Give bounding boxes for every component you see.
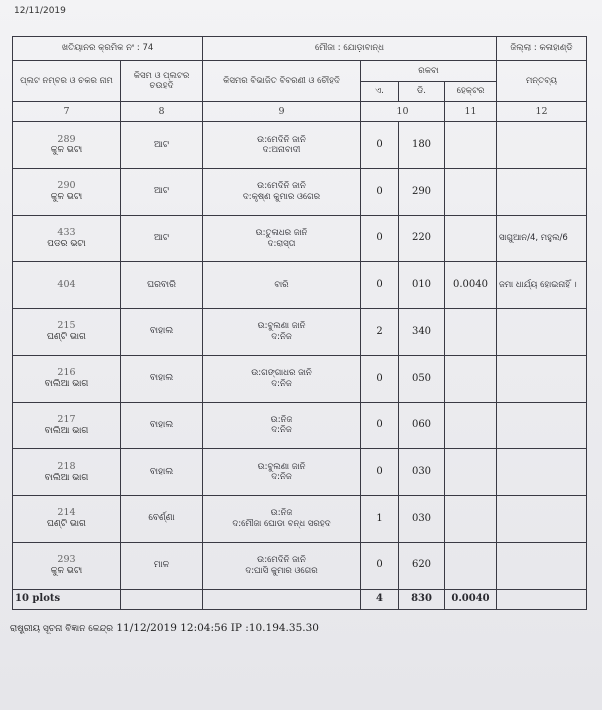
table-row bbox=[13, 449, 587, 496]
remarks-cell bbox=[497, 449, 587, 496]
header-top-row bbox=[13, 37, 587, 61]
col-number: 9 bbox=[203, 102, 361, 122]
plot-number: 214 bbox=[57, 507, 76, 519]
owner-cell bbox=[203, 449, 361, 496]
owner-cell bbox=[203, 122, 361, 169]
table-row bbox=[13, 355, 587, 402]
col-decimal-header: ଡି. bbox=[399, 81, 445, 101]
hectare-cell bbox=[445, 449, 497, 496]
kisam-cell: ବେର୍ଣ୍ଣା bbox=[121, 496, 203, 543]
table-row bbox=[13, 169, 587, 216]
chak-name: କୁଳ ଭଟା bbox=[50, 145, 83, 156]
decimal-cell: 620 bbox=[399, 542, 445, 589]
table-row bbox=[13, 215, 587, 262]
decimal-cell: 010 bbox=[399, 262, 445, 309]
acre-cell: 1 bbox=[361, 496, 399, 543]
plot-cell bbox=[13, 122, 121, 169]
hectare-cell bbox=[445, 215, 497, 262]
kisam-cell: ଆଟ bbox=[121, 215, 203, 262]
table-row bbox=[13, 542, 587, 589]
col-kisam-header: କିସମ ଓ ପ୍ଲଟର ଚଉହଦି bbox=[121, 61, 203, 102]
col-number: 8 bbox=[121, 102, 203, 122]
kisam-cell: ବାହାଲ bbox=[121, 402, 203, 449]
hectare-cell bbox=[445, 355, 497, 402]
owner-cell bbox=[203, 402, 361, 449]
print-date: 12/11/2019 bbox=[14, 6, 66, 16]
plot-number: 290 bbox=[57, 180, 76, 192]
table-row bbox=[13, 122, 587, 169]
chak-name: ପଡର ଭଟା bbox=[47, 238, 86, 249]
page-footer bbox=[10, 622, 319, 634]
column-number-row bbox=[13, 102, 587, 122]
plot-number: 433 bbox=[57, 227, 76, 239]
decimal-cell: 030 bbox=[399, 449, 445, 496]
boundary-north: ଉ:ମେଦିନି ଜାନି bbox=[257, 555, 306, 566]
chak-name: ବାଲିଆ ଭାଗ bbox=[44, 425, 89, 436]
remarks-cell bbox=[497, 402, 587, 449]
boundary-south: ଦ:ଘାସି କୁମାର ଓଗେର bbox=[245, 565, 318, 576]
boundary-north: ଉ:ନିଜ bbox=[270, 508, 293, 519]
hectare-cell bbox=[445, 309, 497, 356]
table-row bbox=[13, 309, 587, 356]
owner-cell bbox=[203, 215, 361, 262]
col-hectare-header: ହେକ୍ଟର bbox=[445, 81, 497, 101]
remarks-cell: ଜମା ଧାର୍ଯ୍ୟ ହୋଇନାହିଁ । bbox=[497, 262, 587, 309]
total-empty bbox=[121, 589, 203, 610]
chak-name: କୁଳ ଭଟା bbox=[50, 192, 83, 203]
hectare-cell: 0.0040 bbox=[445, 262, 497, 309]
district-name: ଜିଲ୍ଲା : କଳାହାଣ୍ଡି bbox=[497, 37, 587, 61]
decimal-cell: 220 bbox=[399, 215, 445, 262]
mouza-name: ମୌଜା : ଯୋଡ଼ାବାନ୍ଧ bbox=[203, 37, 497, 61]
total-label: 10 plots bbox=[13, 589, 121, 610]
acre-cell: 0 bbox=[361, 449, 399, 496]
footer-ip: IP :10.194.35.30 bbox=[230, 622, 319, 634]
boundary-south: ଦ:ନିଜ bbox=[271, 425, 292, 436]
boundary-north: ଉ:ବୁଲଣା ଜାନି bbox=[257, 321, 306, 332]
col-owner-header: କିସମର ବିଭାଜିତ ବିବରଣୀ ଓ ଚୌହଦି bbox=[203, 61, 361, 102]
owner-cell bbox=[203, 169, 361, 216]
kisam-cell: ବାହାଲ bbox=[121, 309, 203, 356]
boundary-north: ଉ:ତୁଳାଧର ଜାନି bbox=[255, 227, 308, 238]
boundary-south: ଦ:ଅନାବାଦୀ bbox=[262, 145, 301, 156]
hectare-cell bbox=[445, 122, 497, 169]
land-record-table bbox=[12, 36, 587, 610]
header-column-row bbox=[13, 61, 587, 81]
decimal-cell: 030 bbox=[399, 496, 445, 543]
kisam-cell: ଆଟ bbox=[121, 169, 203, 216]
decimal-cell: 050 bbox=[399, 355, 445, 402]
remarks-cell bbox=[497, 169, 587, 216]
col-acre-header: ଏ. bbox=[361, 81, 399, 101]
acre-cell: 0 bbox=[361, 402, 399, 449]
kisam-cell: ଘରବାରି bbox=[121, 262, 203, 309]
hectare-cell bbox=[445, 169, 497, 216]
col-remarks-header: ମନ୍ତବ୍ୟ bbox=[497, 61, 587, 102]
footer-timestamp: 11/12/2019 12:04:56 bbox=[116, 622, 228, 634]
acre-cell: 0 bbox=[361, 122, 399, 169]
total-empty bbox=[203, 589, 361, 610]
decimal-cell: 060 bbox=[399, 402, 445, 449]
chak-name: ବାଲିଆ ଭାଗ bbox=[44, 472, 89, 483]
khatiyan-number: ଖତିୟାନର କ୍ରମିକ ନଂ : 74 bbox=[13, 37, 203, 61]
plot-cell bbox=[13, 496, 121, 543]
col-number: 12 bbox=[497, 102, 587, 122]
kisam-cell: ବାହାଲ bbox=[121, 355, 203, 402]
chak-name: ବାଲିଆ ଭାଗ bbox=[44, 379, 89, 390]
boundary-south: ଦ:ମୌଜା ଘୋଡା ବନ୍ଧ ସରହଦ bbox=[232, 518, 331, 529]
col-number: 11 bbox=[445, 102, 497, 122]
acre-cell: 0 bbox=[361, 542, 399, 589]
chak-name: କୁଳ ଭଟା bbox=[50, 565, 83, 576]
boundary-north: ଉ:ବୁଲଣା ଜାନି bbox=[257, 461, 306, 472]
total-hectare: 0.0040 bbox=[445, 589, 497, 610]
boundary-south: ଦ:ନିଜ bbox=[271, 332, 292, 343]
footer-org: ରାଷ୍ଟ୍ରୀୟ ସୂଚନା ବିଜ୍ଞାନ କେନ୍ଦ୍ର bbox=[10, 624, 114, 634]
table-row bbox=[13, 402, 587, 449]
plot-number: 293 bbox=[57, 554, 76, 566]
owner-cell bbox=[203, 542, 361, 589]
plot-cell bbox=[13, 169, 121, 216]
boundary-south: ଦ:କୃଷ୍ଣ କୁମାର ଓଗେର bbox=[242, 191, 321, 202]
total-empty bbox=[497, 589, 587, 610]
owner-cell bbox=[203, 262, 361, 309]
boundary-south: ଦ:ନିଜ bbox=[271, 472, 292, 483]
acre-cell: 0 bbox=[361, 215, 399, 262]
kisam-cell: ମାଳ bbox=[121, 542, 203, 589]
plot-number: 216 bbox=[57, 367, 76, 379]
decimal-cell: 340 bbox=[399, 309, 445, 356]
hectare-cell bbox=[445, 542, 497, 589]
kisam-cell: ବାହାଲ bbox=[121, 449, 203, 496]
kisam-cell: ଆଟ bbox=[121, 122, 203, 169]
plot-cell bbox=[13, 542, 121, 589]
plot-cell bbox=[13, 355, 121, 402]
remarks-cell: ସାଗୁଆନ/4, ମହୁଲ/6 bbox=[497, 215, 587, 262]
owner-cell bbox=[203, 496, 361, 543]
col-number: 10 bbox=[361, 102, 445, 122]
col-number: 7 bbox=[13, 102, 121, 122]
total-decimal: 830 bbox=[399, 589, 445, 610]
remarks-cell bbox=[497, 122, 587, 169]
total-acre: 4 bbox=[361, 589, 399, 610]
table-row bbox=[13, 262, 587, 309]
plot-cell bbox=[13, 262, 121, 309]
plot-cell bbox=[13, 309, 121, 356]
boundary-north: ଉ:ଗଙ୍ଗାଧର ଜାନି bbox=[251, 368, 312, 379]
plot-number: 215 bbox=[57, 320, 76, 332]
remarks-cell bbox=[497, 309, 587, 356]
plot-number: 217 bbox=[57, 413, 76, 425]
remarks-cell bbox=[497, 496, 587, 543]
hectare-cell bbox=[445, 496, 497, 543]
remarks-cell bbox=[497, 542, 587, 589]
owner-cell bbox=[203, 355, 361, 402]
col-area-header: ରକବା bbox=[361, 61, 497, 81]
plot-cell bbox=[13, 449, 121, 496]
col-plot-header: ପ୍ଲଟ ନମ୍ବର ଓ ଚକର ନାମ bbox=[13, 61, 121, 102]
boundary-north: ଉ:ମେଦିନି ଜାନି bbox=[257, 181, 306, 192]
chak-name: ଘଣ୍ଟି ଭାଗ bbox=[47, 519, 86, 530]
acre-cell: 0 bbox=[361, 169, 399, 216]
plot-number: 289 bbox=[57, 133, 76, 145]
acre-cell: 0 bbox=[361, 355, 399, 402]
plot-number: 218 bbox=[57, 460, 76, 472]
boundary-north: ଉ:ମେଦିନି ଜାନି bbox=[257, 134, 306, 145]
plot-number: 404 bbox=[57, 279, 76, 291]
remarks-cell bbox=[497, 355, 587, 402]
owner-cell bbox=[203, 309, 361, 356]
boundary-north: ବାରି bbox=[274, 280, 289, 291]
hectare-cell bbox=[445, 402, 497, 449]
acre-cell: 0 bbox=[361, 262, 399, 309]
table-row bbox=[13, 496, 587, 543]
plot-cell bbox=[13, 215, 121, 262]
plot-cell bbox=[13, 402, 121, 449]
boundary-south: ଦ:ନିଜ bbox=[271, 378, 292, 389]
boundary-south: ଦ:ରାସ୍ତା bbox=[267, 238, 296, 249]
decimal-cell: 180 bbox=[399, 122, 445, 169]
total-row bbox=[13, 589, 587, 610]
boundary-north: ଉ:ନିଜ bbox=[270, 414, 293, 425]
acre-cell: 2 bbox=[361, 309, 399, 356]
chak-name: ଘଣ୍ଟି ଭାଗ bbox=[47, 332, 86, 343]
decimal-cell: 290 bbox=[399, 169, 445, 216]
